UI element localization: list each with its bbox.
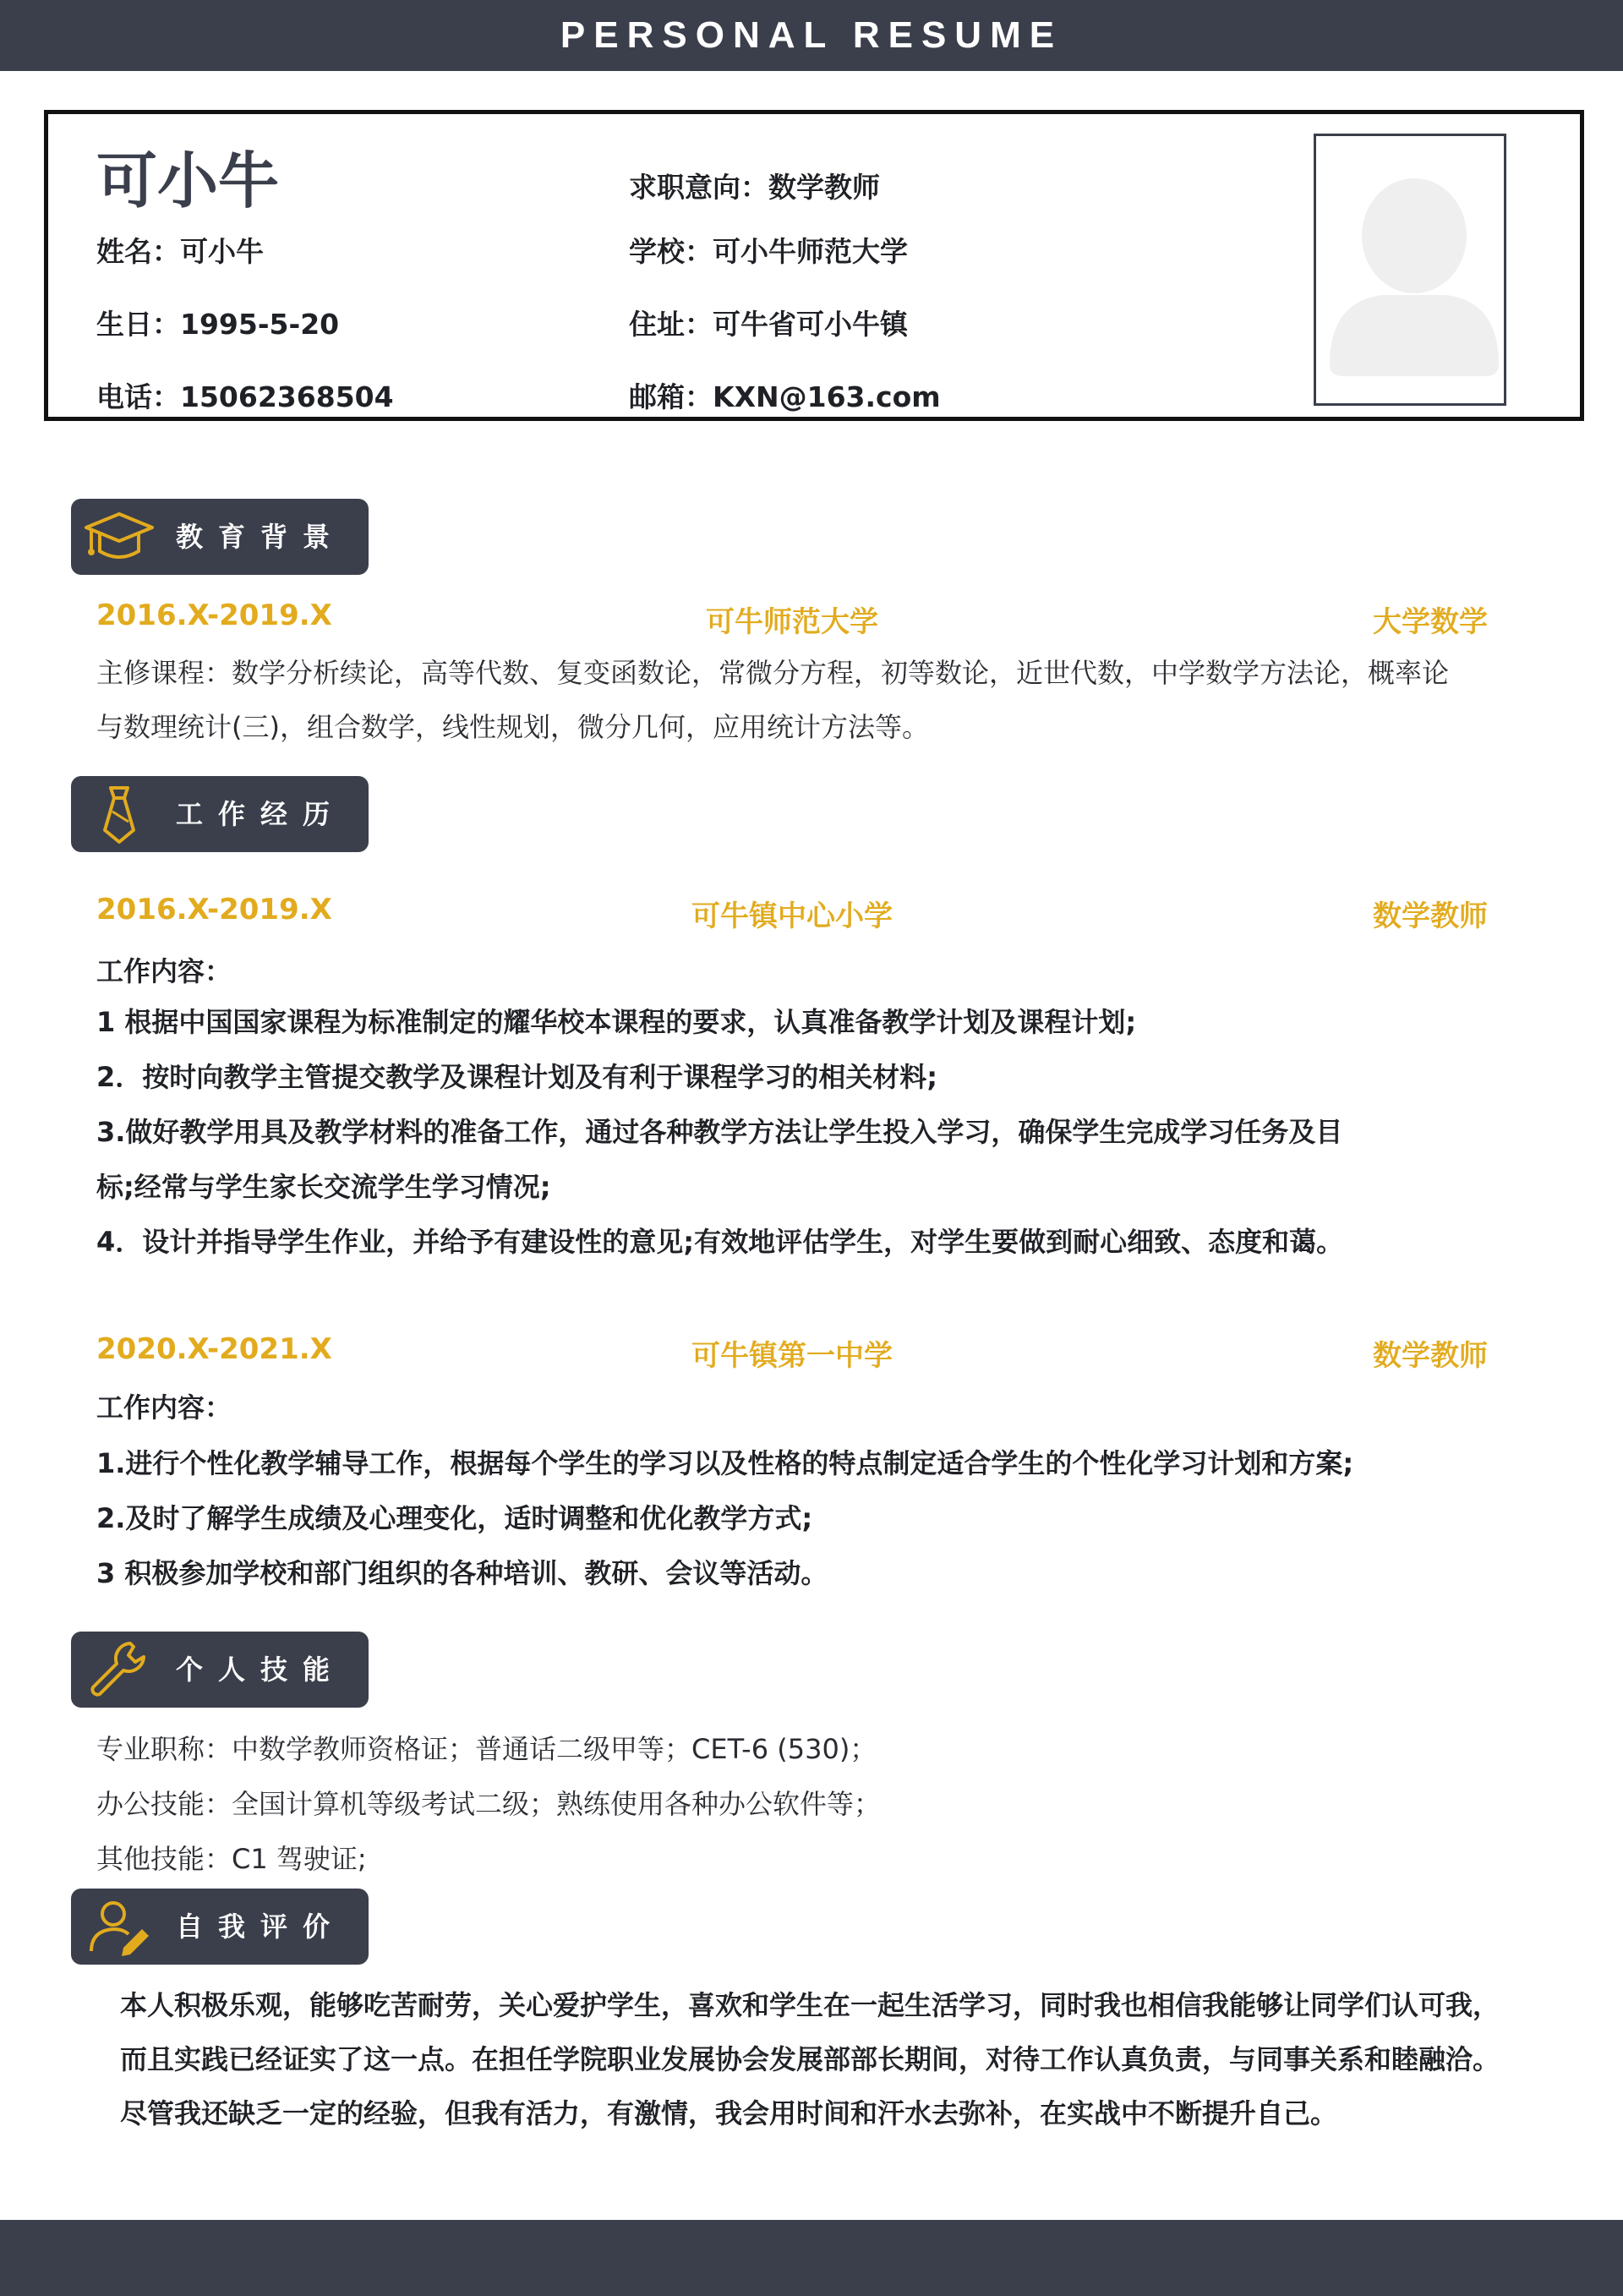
field-address: 住址：可牛省可小牛镇: [629, 308, 908, 341]
field-email: 邮箱：KXN@163.com: [629, 380, 941, 413]
section-education: [71, 499, 369, 575]
work-duty-line: 3.做好教学用具及教学材料的准备工作，通过各种教学方法让学生投入学习，确保学生完成学习任务及目: [96, 1116, 1343, 1148]
resume-title: PERSONAL RESUME: [560, 14, 1063, 56]
work-entry-1-header: [96, 893, 1488, 935]
skill-line: 办公技能：全国计算机等级考试二级；熟练使用各种办公软件等；: [96, 1788, 882, 1820]
education-entry-1: [96, 599, 1488, 641]
work-entry-2-header: [96, 1332, 1488, 1375]
photo-frame: [1314, 134, 1506, 406]
work-duty-line: 1 根据中国国家课程为标准制定的耀华校本课程的要求，认真准备教学计划及课程计划;: [96, 1006, 1137, 1038]
skill-line: 其他技能：C1 驾驶证;: [96, 1843, 367, 1875]
work-date: 2016.X-2019.X: [96, 893, 332, 927]
self-eval-text: [120, 1978, 1574, 2140]
education-course-line: 主修课程：数学分析续论，高等代数、复变函数论，常微分方程，初等数论，近世代数，中学数学方法论，概率论: [96, 657, 1450, 689]
section-self-eval: [71, 1889, 369, 1965]
work-duty-line: 1.进行个性化教学辅导工作，根据每个学生的学习以及性格的特点制定适合学生的个性化学习计划和方案;: [96, 1447, 1354, 1479]
work-employer: 可牛镇中心小学: [691, 899, 893, 933]
work-duty-line: 标;经常与学生家长交流学生学习情况;: [96, 1171, 551, 1203]
section-work-label: 工作经历: [176, 798, 346, 830]
work-duty-line: 2.及时了解学生成绩及心理变化，适时调整和优化教学方式;: [96, 1502, 813, 1534]
wrench-icon: [83, 1638, 156, 1701]
work-content-heading: 工作内容：: [96, 1391, 232, 1424]
field-name: 姓名：可小牛: [96, 235, 264, 268]
field-phone: 电话：15062368504: [96, 380, 394, 413]
graduation-cap-icon: [83, 506, 156, 568]
work-role: 数学教师: [1373, 899, 1488, 933]
footer-bar: [0, 2220, 1623, 2296]
necktie-icon: [83, 783, 156, 845]
education-date: 2016.X-2019.X: [96, 599, 332, 632]
field-school: 学校：可小牛师范大学: [629, 235, 908, 268]
skill-line: 专业职称：中数学教师资格证；普通话二级甲等；CET-6 (530)；: [96, 1733, 877, 1765]
section-education-label: 教育背景: [176, 521, 346, 553]
work-duty-line: 3 积极参加学校和部门组织的各种培训、教研、会议等活动。: [96, 1557, 828, 1589]
self-eval-line: 尽管我还缺乏一定的经验，但我有活力，有激情，我会用时间和汗水去弥补，在实战中不断提升自己。: [120, 2097, 1338, 2129]
header-bar: [0, 0, 1623, 71]
section-skills: [71, 1632, 369, 1708]
work-role: 数学教师: [1373, 1339, 1488, 1373]
avatar-placeholder-icon: [1316, 136, 1504, 403]
education-courses: [96, 646, 1550, 754]
education-course-line: 与数理统计(三)，组合数学，线性规划，微分几何，应用统计方法等。: [96, 711, 929, 743]
self-eval-line: 本人积极乐观，能够吃苦耐劳，关心爱护学生，喜欢和学生在一起生活学习，同时我也相信我能够让同学们认可我，: [120, 1989, 1500, 2021]
section-self-eval-label: 自我评价: [176, 1911, 346, 1943]
work-duty-line: 4．设计并指导学生作业，并给予有建设性的意见;有效地评估学生，对学生要做到耐心细致、态度和蔼。: [96, 1226, 1344, 1258]
section-work: [71, 776, 369, 852]
big-name: 可小牛: [96, 145, 280, 216]
work-content-heading: 工作内容：: [96, 955, 232, 987]
field-job-intent: 求职意向：数学教师: [629, 171, 880, 204]
work-employer: 可牛镇第一中学: [691, 1339, 893, 1373]
education-major: 大学数学: [1373, 605, 1488, 639]
section-skills-label: 个人技能: [176, 1654, 346, 1686]
education-school: 可牛师范大学: [706, 605, 878, 639]
self-eval-line: 而且实践已经证实了这一点。在担任学院职业发展协会发展部部长期间，对待工作认真负责，与同事关系和睦融洽。: [120, 2043, 1500, 2075]
work-date: 2020.X-2021.X: [96, 1332, 332, 1366]
work-duty-line: 2．按时向教学主管提交教学及课程计划及有利于课程学习的相关材料;: [96, 1061, 938, 1093]
field-birthday: 生日：1995-5-20: [96, 308, 340, 341]
person-edit-icon: [83, 1895, 156, 1958]
